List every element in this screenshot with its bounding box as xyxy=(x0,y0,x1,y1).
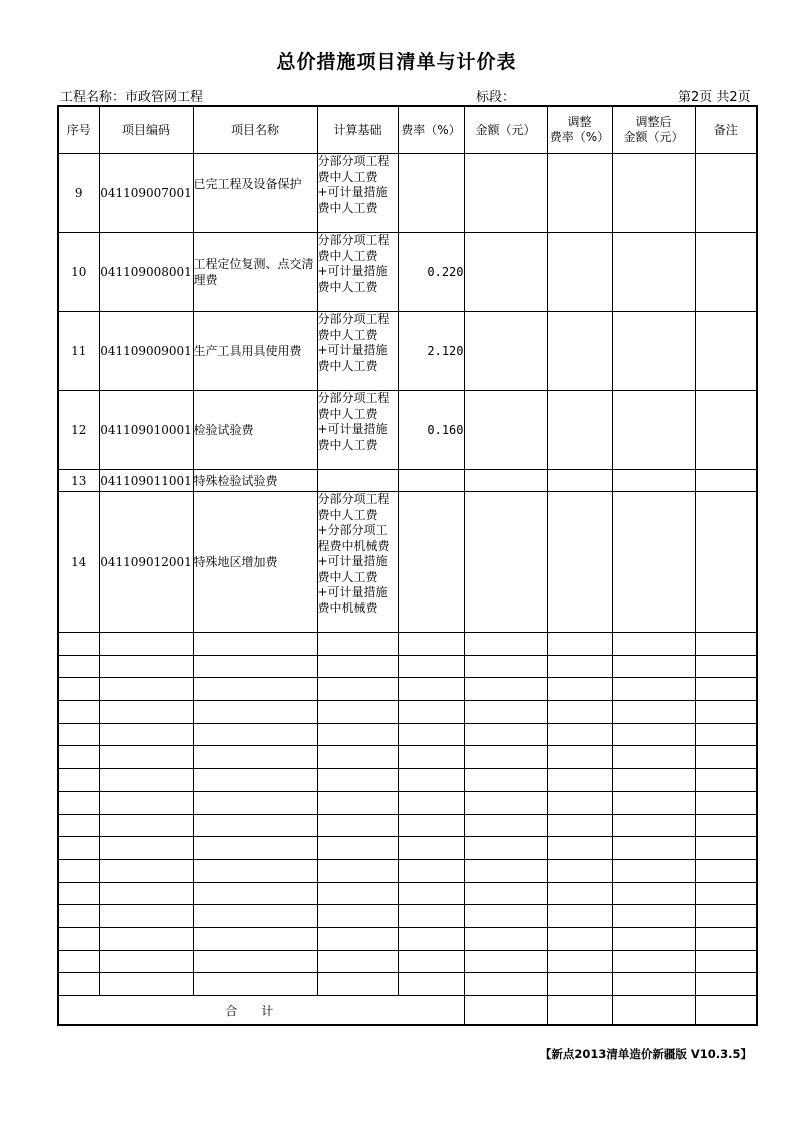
empty-cell xyxy=(612,655,695,678)
empty-cell xyxy=(398,882,464,905)
row-rate xyxy=(398,470,464,492)
row-name: 检验试验费 xyxy=(193,391,317,470)
row-idx: 14 xyxy=(58,492,99,633)
empty-cell xyxy=(547,882,612,905)
empty-cell xyxy=(547,927,612,950)
empty-cell xyxy=(317,791,398,814)
empty-cell xyxy=(464,678,547,701)
empty-cell xyxy=(58,633,99,656)
row-amount xyxy=(464,312,547,391)
row-adj-rate xyxy=(547,391,612,470)
row-amount xyxy=(464,233,547,312)
empty-cell xyxy=(695,859,757,882)
empty-cell xyxy=(464,859,547,882)
empty-cell xyxy=(193,769,317,792)
empty-row xyxy=(58,791,757,814)
empty-cell xyxy=(317,655,398,678)
empty-cell xyxy=(464,814,547,837)
empty-cell xyxy=(695,927,757,950)
row-rate xyxy=(398,492,464,633)
row-note xyxy=(695,312,757,391)
empty-cell xyxy=(193,723,317,746)
empty-cell xyxy=(547,905,612,928)
empty-row xyxy=(58,950,757,973)
empty-cell xyxy=(193,701,317,724)
row-adj-amount xyxy=(612,312,695,391)
total-amount xyxy=(464,996,547,1026)
empty-cell xyxy=(547,814,612,837)
empty-cell xyxy=(398,950,464,973)
empty-cell xyxy=(58,859,99,882)
empty-cell xyxy=(193,927,317,950)
empty-cell xyxy=(547,769,612,792)
empty-cell xyxy=(317,769,398,792)
empty-row xyxy=(58,769,757,792)
row-basis: 分部分项工程费中人工费+可计量措施费中人工费 xyxy=(317,312,398,391)
row-basis: 分部分项工程费中人工费+可计量措施费中人工费 xyxy=(317,233,398,312)
row-rate xyxy=(398,154,464,233)
row-adj-amount xyxy=(612,391,695,470)
row-note xyxy=(695,233,757,312)
row-adj-amount xyxy=(612,492,695,633)
total-label: 合计 xyxy=(58,996,464,1026)
table-row xyxy=(58,233,757,312)
row-adj-rate xyxy=(547,312,612,391)
total-note xyxy=(695,996,757,1026)
empty-cell xyxy=(695,655,757,678)
empty-cell xyxy=(99,678,193,701)
table-row xyxy=(58,154,757,233)
empty-cell xyxy=(612,723,695,746)
empty-cell xyxy=(58,927,99,950)
empty-cell xyxy=(58,837,99,860)
empty-cell xyxy=(695,633,757,656)
row-code: 041109010001 xyxy=(99,391,193,470)
empty-cell xyxy=(398,973,464,996)
empty-cell xyxy=(612,678,695,701)
empty-cell xyxy=(58,973,99,996)
row-rate: 0.220 xyxy=(398,233,464,312)
empty-cell xyxy=(695,814,757,837)
empty-cell xyxy=(398,746,464,769)
empty-cell xyxy=(547,633,612,656)
empty-cell xyxy=(547,859,612,882)
header-adj-amount: 调整后 金额（元） xyxy=(612,106,695,154)
empty-cell xyxy=(464,973,547,996)
empty-cell xyxy=(695,882,757,905)
empty-cell xyxy=(464,837,547,860)
empty-cell xyxy=(99,837,193,860)
empty-cell xyxy=(695,769,757,792)
table-row xyxy=(58,492,757,633)
empty-cell xyxy=(317,701,398,724)
empty-cell xyxy=(695,837,757,860)
header-idx: 序号 xyxy=(58,106,99,154)
row-amount xyxy=(464,492,547,633)
empty-cell xyxy=(398,814,464,837)
empty-cell xyxy=(398,678,464,701)
row-basis xyxy=(317,470,398,492)
empty-cell xyxy=(193,791,317,814)
empty-cell xyxy=(193,882,317,905)
empty-cell xyxy=(398,859,464,882)
empty-row xyxy=(58,905,757,928)
empty-cell xyxy=(464,746,547,769)
empty-cell xyxy=(99,723,193,746)
empty-cell xyxy=(99,791,193,814)
empty-cell xyxy=(612,791,695,814)
empty-cell xyxy=(612,882,695,905)
empty-cell xyxy=(695,678,757,701)
empty-cell xyxy=(193,973,317,996)
empty-cell xyxy=(464,927,547,950)
empty-cell xyxy=(58,905,99,928)
row-basis: 分部分项工程费中人工费+可计量措施费中人工费 xyxy=(317,154,398,233)
empty-row xyxy=(58,859,757,882)
empty-cell xyxy=(547,973,612,996)
empty-cell xyxy=(193,859,317,882)
empty-cell xyxy=(317,859,398,882)
software-footer: 【新点2013清单造价新疆版 V10.3.5】 xyxy=(539,1047,752,1061)
row-note xyxy=(695,391,757,470)
empty-cell xyxy=(317,882,398,905)
empty-cell xyxy=(695,746,757,769)
row-note xyxy=(695,154,757,233)
table-header xyxy=(58,106,757,154)
empty-cell xyxy=(58,655,99,678)
row-name: 特殊地区增加费 xyxy=(193,492,317,633)
measures-table xyxy=(57,105,758,1026)
row-code: 041109007001 xyxy=(99,154,193,233)
empty-cell xyxy=(612,701,695,724)
empty-cell xyxy=(99,882,193,905)
row-rate: 0.160 xyxy=(398,391,464,470)
row-adj-rate xyxy=(547,492,612,633)
empty-cell xyxy=(58,701,99,724)
empty-row xyxy=(58,882,757,905)
empty-cell xyxy=(612,746,695,769)
empty-cell xyxy=(99,927,193,950)
empty-cell xyxy=(547,701,612,724)
header-amount: 金额（元） xyxy=(464,106,547,154)
empty-cell xyxy=(398,769,464,792)
empty-cell xyxy=(193,746,317,769)
header-note: 备注 xyxy=(695,106,757,154)
table-row xyxy=(58,391,757,470)
empty-cell xyxy=(317,746,398,769)
empty-row xyxy=(58,723,757,746)
empty-cell xyxy=(317,678,398,701)
header-name: 项目名称 xyxy=(193,106,317,154)
row-adj-rate xyxy=(547,154,612,233)
empty-cell xyxy=(99,905,193,928)
total-adj-rate xyxy=(547,996,612,1026)
table-row xyxy=(58,470,757,492)
row-basis: 分部分项工程费中人工费+可计量措施费中人工费 xyxy=(317,391,398,470)
empty-cell xyxy=(612,859,695,882)
empty-cell xyxy=(464,723,547,746)
empty-cell xyxy=(193,655,317,678)
section-label: 标段： xyxy=(476,90,516,105)
header-adj-rate: 调整 费率（%） xyxy=(547,106,612,154)
row-adj-amount xyxy=(612,233,695,312)
empty-cell xyxy=(317,837,398,860)
empty-cell xyxy=(58,814,99,837)
empty-cell xyxy=(58,882,99,905)
empty-cell xyxy=(695,701,757,724)
empty-cell xyxy=(464,701,547,724)
empty-cell xyxy=(398,701,464,724)
empty-cell xyxy=(99,655,193,678)
empty-cell xyxy=(547,678,612,701)
empty-cell xyxy=(398,791,464,814)
row-idx: 13 xyxy=(58,470,99,492)
empty-cell xyxy=(317,905,398,928)
empty-cell xyxy=(547,791,612,814)
row-name: 生产工具用具使用费 xyxy=(193,312,317,391)
empty-cell xyxy=(612,814,695,837)
row-idx: 11 xyxy=(58,312,99,391)
row-code: 041109008001 xyxy=(99,233,193,312)
empty-cell xyxy=(464,655,547,678)
empty-cell xyxy=(547,950,612,973)
empty-cell xyxy=(612,769,695,792)
row-adj-amount xyxy=(612,154,695,233)
empty-row xyxy=(58,973,757,996)
project-name: 工程名称：市政管网工程 xyxy=(60,90,204,105)
row-amount xyxy=(464,154,547,233)
empty-cell xyxy=(99,769,193,792)
empty-cell xyxy=(612,837,695,860)
empty-cell xyxy=(612,973,695,996)
empty-cell xyxy=(695,791,757,814)
empty-cell xyxy=(193,905,317,928)
row-basis: 分部分项工程费中人工费+分部分项工程费中机械费+可计量措施费中人工费+可计量措施费中机械费 xyxy=(317,492,398,633)
header-rate: 费率（%） xyxy=(398,106,464,154)
empty-cell xyxy=(99,973,193,996)
empty-cell xyxy=(193,950,317,973)
empty-cell xyxy=(317,927,398,950)
empty-cell xyxy=(193,633,317,656)
empty-cell xyxy=(547,837,612,860)
empty-cell xyxy=(58,678,99,701)
row-idx: 10 xyxy=(58,233,99,312)
page-info: 第2页 共2页 xyxy=(678,90,751,105)
empty-cell xyxy=(193,837,317,860)
empty-row xyxy=(58,927,757,950)
row-rate: 2.120 xyxy=(398,312,464,391)
empty-cell xyxy=(464,905,547,928)
empty-row xyxy=(58,837,757,860)
empty-cell xyxy=(99,950,193,973)
empty-cell xyxy=(695,950,757,973)
empty-cell xyxy=(317,633,398,656)
empty-row xyxy=(58,746,757,769)
empty-cell xyxy=(464,950,547,973)
row-idx: 9 xyxy=(58,154,99,233)
empty-cell xyxy=(612,950,695,973)
total-row xyxy=(58,996,757,1026)
row-amount xyxy=(464,470,547,492)
row-code: 041109012001 xyxy=(99,492,193,633)
empty-cell xyxy=(464,882,547,905)
header-basis: 计算基础 xyxy=(317,106,398,154)
empty-cell xyxy=(398,837,464,860)
empty-cell xyxy=(58,950,99,973)
empty-cell xyxy=(99,814,193,837)
empty-cell xyxy=(464,791,547,814)
row-code: 041109011001 xyxy=(99,470,193,492)
row-note xyxy=(695,492,757,633)
row-name: 已完工程及设备保护 xyxy=(193,154,317,233)
empty-row xyxy=(58,814,757,837)
empty-cell xyxy=(695,973,757,996)
empty-cell xyxy=(193,814,317,837)
empty-cell xyxy=(99,633,193,656)
row-name: 工程定位复测、点交清理费 xyxy=(193,233,317,312)
empty-cell xyxy=(398,723,464,746)
empty-cell xyxy=(612,633,695,656)
row-adj-amount xyxy=(612,470,695,492)
row-amount xyxy=(464,391,547,470)
row-adj-rate xyxy=(547,470,612,492)
empty-cell xyxy=(58,746,99,769)
empty-cell xyxy=(398,633,464,656)
row-code: 041109009001 xyxy=(99,312,193,391)
empty-cell xyxy=(58,791,99,814)
empty-cell xyxy=(99,746,193,769)
empty-cell xyxy=(547,746,612,769)
empty-row xyxy=(58,701,757,724)
empty-cell xyxy=(398,905,464,928)
total-adj-amount xyxy=(612,996,695,1026)
row-adj-rate xyxy=(547,233,612,312)
empty-cell xyxy=(547,655,612,678)
row-name: 特殊检验试验费 xyxy=(193,470,317,492)
page-title: 总价措施项目清单与计价表 xyxy=(276,51,517,73)
empty-cell xyxy=(99,701,193,724)
empty-cell xyxy=(58,769,99,792)
empty-cell xyxy=(695,905,757,928)
empty-cell xyxy=(547,723,612,746)
empty-cell xyxy=(317,814,398,837)
empty-cell xyxy=(398,927,464,950)
empty-cell xyxy=(58,723,99,746)
row-idx: 12 xyxy=(58,391,99,470)
empty-cell xyxy=(464,633,547,656)
empty-cell xyxy=(193,678,317,701)
empty-row xyxy=(58,655,757,678)
empty-cell xyxy=(317,723,398,746)
empty-cell xyxy=(464,769,547,792)
table-row xyxy=(58,312,757,391)
empty-row xyxy=(58,678,757,701)
empty-cell xyxy=(695,723,757,746)
empty-cell xyxy=(612,905,695,928)
empty-cell xyxy=(317,973,398,996)
empty-cell xyxy=(99,859,193,882)
empty-cell xyxy=(612,927,695,950)
row-note xyxy=(695,470,757,492)
header-code: 项目编码 xyxy=(99,106,193,154)
empty-row xyxy=(58,633,757,656)
empty-cell xyxy=(398,655,464,678)
empty-cell xyxy=(317,950,398,973)
